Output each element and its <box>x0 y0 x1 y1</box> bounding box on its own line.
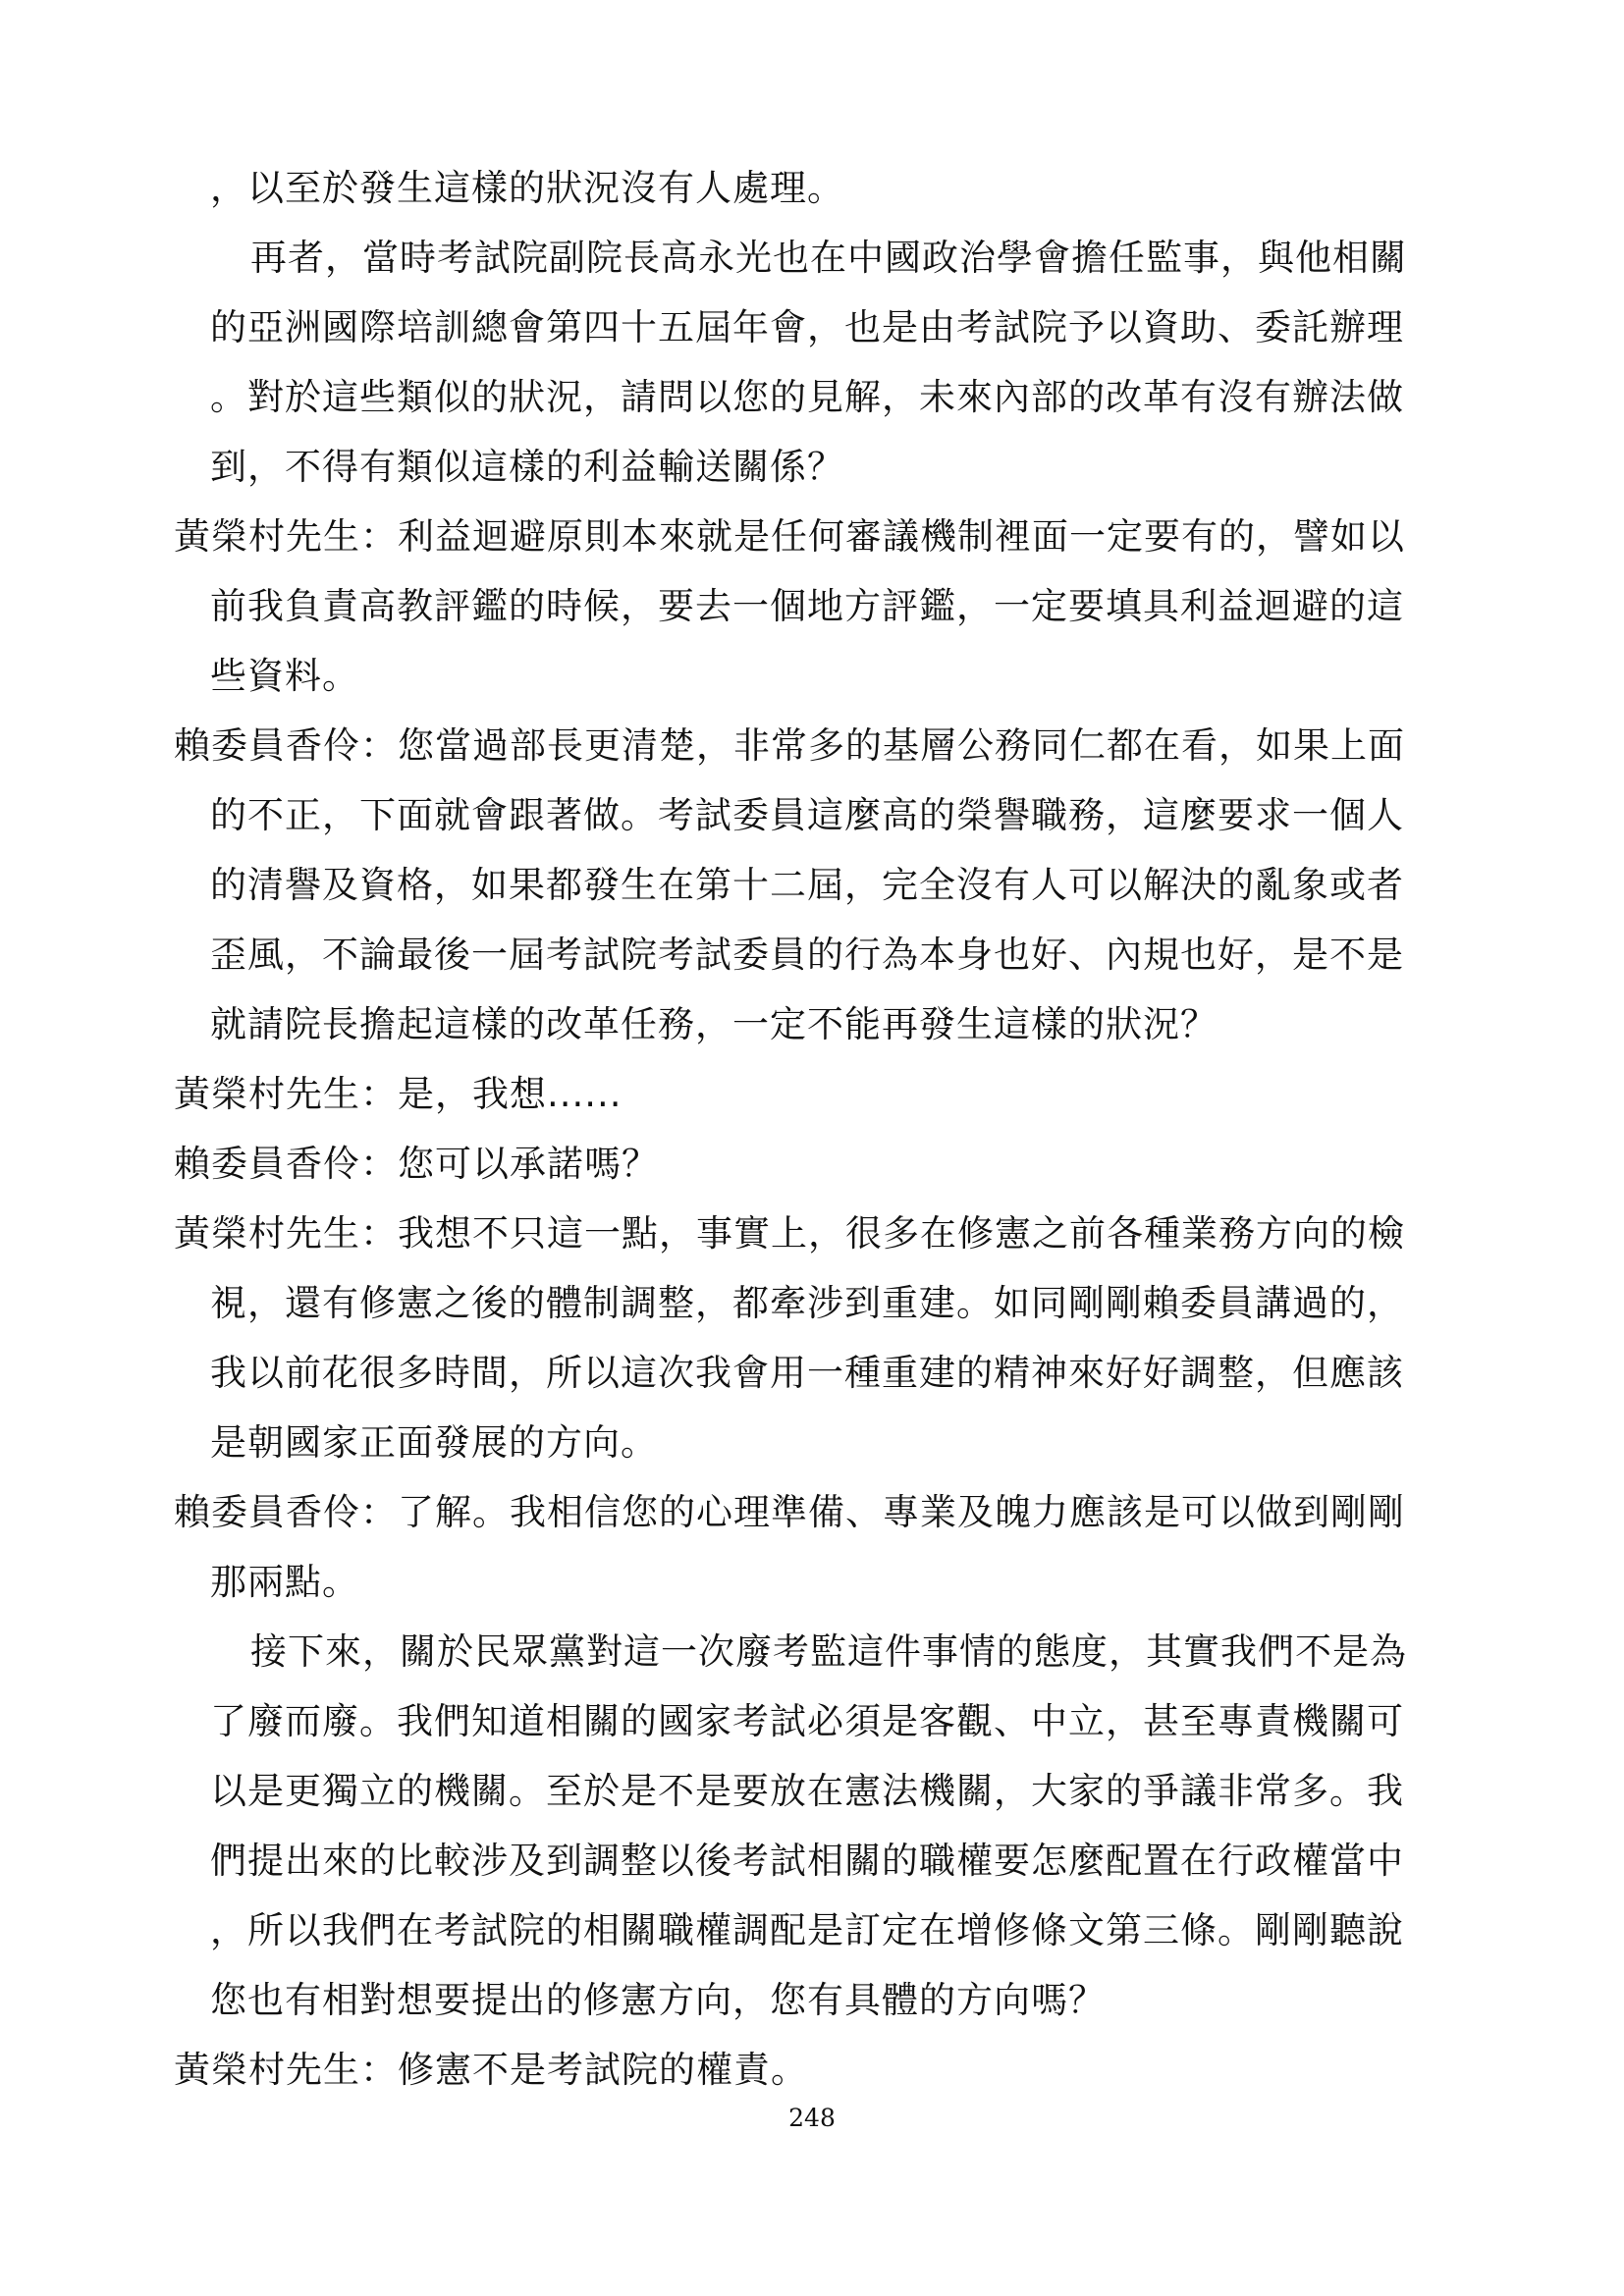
text-line: 們提出來的比較涉及到調整以後考試相關的職權要怎麼配置在行政權當中 <box>210 1840 1404 1882</box>
text-line: ，以至於發生這樣的狀況沒有人處理。 <box>210 167 844 209</box>
text-line: ，所以我們在考試院的相關職權調配是訂定在增修條文第三條。剛剛聽說 <box>210 1909 1404 1951</box>
text-line: 黃榮村先生：修憲不是考試院的權責。 <box>174 2049 808 2091</box>
text-line: 到，不得有類似這樣的利益輸送關係？ <box>210 446 844 488</box>
text-line: 歪風，不論最後一屆考試院考試委員的行為本身也好、內規也好，是不是 <box>210 934 1404 976</box>
text-line: 以是更獨立的機關。至於是不是要放在憲法機關，大家的爭議非常多。我 <box>210 1770 1404 1812</box>
text-line: 是朝國家正面發展的方向。 <box>210 1421 658 1464</box>
text-line: 我以前花很多時間，所以這次我會用一種重建的精神來好好調整，但應該 <box>210 1352 1404 1394</box>
text-line: 視，還有修憲之後的體制調整，都牽涉到重建。如同剛剛賴委員講過的， <box>210 1282 1404 1324</box>
text-line: 。對於這些類似的狀況，請問以您的見解，未來內部的改革有沒有辦法做 <box>210 376 1404 418</box>
text-line: 些資料。 <box>210 655 359 697</box>
text-line: 的不正，下面就會跟著做。考試委員這麼高的榮譽職務，這麼要求一個人 <box>210 794 1404 836</box>
text-line: 賴委員香伶：了解。我相信您的心理準備、專業及魄力應該是可以做到剛剛 <box>174 1491 1405 1533</box>
page-number: 248 <box>788 2104 836 2132</box>
text-line: 接下來，關於民眾黨對這一次廢考監這件事情的態度，其實我們不是為 <box>250 1630 1407 1673</box>
text-line: 就請院長擔起這樣的改革任務，一定不能再發生這樣的狀況？ <box>210 1003 1218 1045</box>
text-line: 黃榮村先生：利益迴避原則本來就是任何審議機制裡面一定要有的，譬如以 <box>174 515 1405 558</box>
text-line: 再者，當時考試院副院長高永光也在中國政治學會擔任監事，與他相關 <box>250 237 1407 279</box>
text-line: 您也有相對想要提出的修憲方向，您有具體的方向嗎？ <box>210 1979 1106 2021</box>
text-line: 賴委員香伶：您可以承諾嗎？ <box>174 1143 659 1185</box>
text-line: 那兩點。 <box>210 1561 359 1603</box>
text-line: 的清譽及資格，如果都發生在第十二屆，完全沒有人可以解決的亂象或者 <box>210 864 1404 906</box>
text-line: 了廢而廢。我們知道相關的國家考試必須是客觀、中立，甚至專責機關可 <box>210 1700 1404 1742</box>
text-line: 前我負責高教評鑑的時候，要去一個地方評鑑，一定要填具利益迴避的這 <box>210 585 1404 627</box>
text-line: 黃榮村先生：我想不只這一點，事實上，很多在修憲之前各種業務方向的檢 <box>174 1212 1405 1255</box>
text-line: 黃榮村先生：是，我想...... <box>174 1073 623 1115</box>
text-line: 賴委員香伶：您當過部長更清楚，非常多的基層公務同仁都在看，如果上面 <box>174 724 1405 767</box>
text-line: 的亞洲國際培訓總會第四十五屆年會，也是由考試院予以資助、委託辦理 <box>210 306 1404 348</box>
